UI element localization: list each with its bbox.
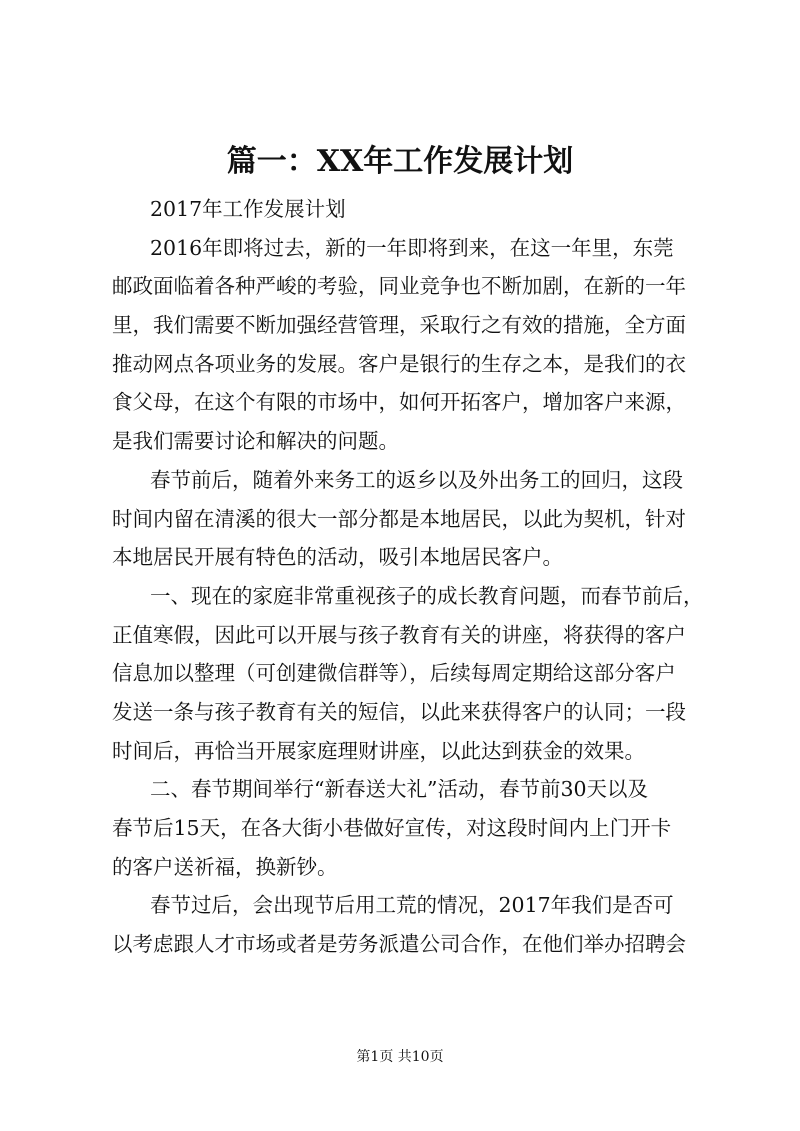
paragraph-line: 以考虑跟人才市场或者是劳务派遣公司合作，在他们举办招聘会 xyxy=(112,932,686,957)
page-number-footer: 第1页 共10页 xyxy=(356,1049,444,1065)
page-title: 篇一：XX年工作发展计划 xyxy=(226,144,574,179)
paragraph-line: 里，我们需要不断加强经营管理，采取行之有效的措施，全方面 xyxy=(112,313,686,338)
document-body xyxy=(112,190,704,964)
paragraph-line: 时间内留在清溪的很大一部分都是本地居民，以此为契机，针对 xyxy=(112,506,686,531)
paragraph-line: 时间后，再恰当开展家庭理财讲座，以此达到获金的效果。 xyxy=(112,738,645,763)
paragraph-line: 正值寒假，因此可以开展与孩子教育有关的讲座，将获得的客户 xyxy=(112,622,686,647)
paragraph-line: 春节前后，随着外来务工的返乡以及外出务工的回归，这段 xyxy=(150,467,683,492)
paragraph-line: 发送一条与孩子教育有关的短信，以此来获得客户的认同；一段 xyxy=(112,699,686,724)
paragraph-line: 是我们需要讨论和解决的问题。 xyxy=(112,429,399,454)
paragraph-line: 推动网点各项业务的发展。客户是银行的生存之本，是我们的衣 xyxy=(112,351,686,376)
paragraph-line: 的客户送祈福，换新钞。 xyxy=(112,854,338,879)
paragraph-line: 春节后15天，在各大街小巷做好宣传，对这段时间内上门开卡 xyxy=(112,816,672,840)
paragraph-line: 邮政面临着各种严峻的考验，同业竞争也不断加剧，在新的一年 xyxy=(112,274,686,299)
paragraph-line: 本地居民开展有特色的活动，吸引本地居民客户。 xyxy=(112,545,563,570)
paragraph-line: 食父母，在这个有限的市场中，如何开拓客户，增加客户来源， xyxy=(112,390,686,415)
paragraph-line: 信息加以整理（可创建微信群等），后续每周定期给这部分客户 xyxy=(112,661,676,686)
paragraph-line: 二、春节期间举行“新春送大礼”活动，春节前30天以及 xyxy=(150,777,649,802)
paragraph-line: 一、现在的家庭非常重视孩子的成长教育问题，而春节前后， xyxy=(150,583,704,608)
section-heading: 2017年工作发展计划 xyxy=(150,197,346,221)
paragraph-line: 春节过后，会出现节后用工荒的情况，2017年我们是否可 xyxy=(150,893,674,918)
paragraph-line: 2016年即将过去，新的一年即将到来，在这一年里，东莞 xyxy=(150,235,674,260)
